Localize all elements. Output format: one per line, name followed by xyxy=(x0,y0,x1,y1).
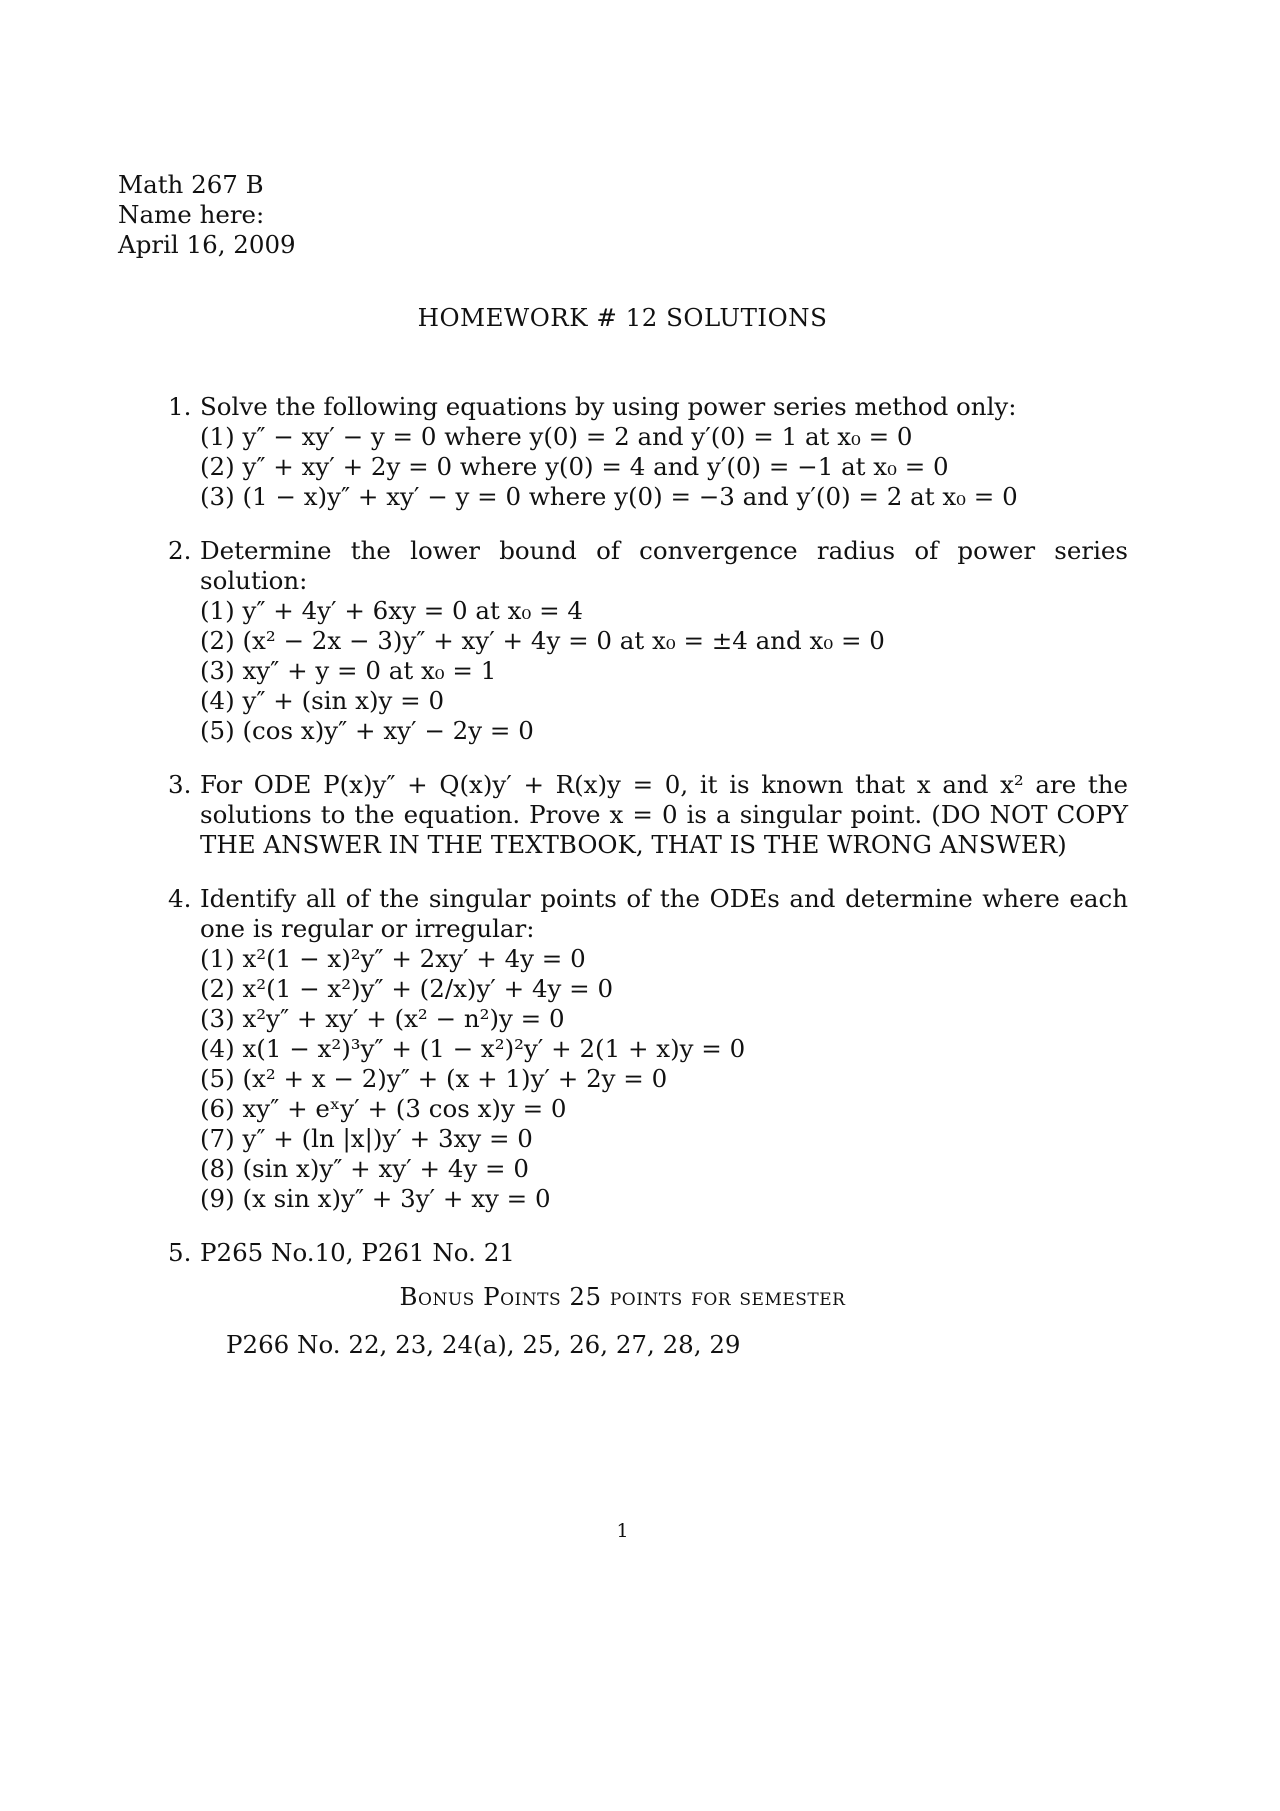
sub-item: (5) (x² + x − 2)y″ + (x + 1)y′ + 2y = 0 xyxy=(200,1064,668,1093)
sub-item: (3) x²y″ + xy′ + (x² − n²)y = 0 xyxy=(200,1004,565,1033)
problem-text: Determine the lower bound of convergence radius of power series solution: xyxy=(200,536,1128,595)
sub-item: (1) y″ − xy′ − y = 0 where y(0) = 2 and y′(0) = 1 at x₀ = 0 xyxy=(200,422,913,451)
problem-number: 1. xyxy=(168,392,192,421)
sub-item: (3) (1 − x)y″ + xy′ − y = 0 where y(0) = −3 and y′(0) = 2 at x₀ = 0 xyxy=(200,482,1018,511)
sub-item: (2) (x² − 2x − 3)y″ + xy′ + 4y = 0 at x₀ = ±4 and x₀ = 0 xyxy=(200,626,885,655)
problem-number: 2. xyxy=(168,536,192,565)
page-title: HOMEWORK # 12 SOLUTIONS xyxy=(417,303,828,332)
problem-list xyxy=(168,392,1128,1292)
page-number: 1 xyxy=(616,1520,629,1542)
sub-item: (9) (x sin x)y″ + 3y′ + xy = 0 xyxy=(200,1184,551,1213)
sub-item: (2) y″ + xy′ + 2y = 0 where y(0) = 4 and y′(0) = −1 at x₀ = 0 xyxy=(200,452,949,481)
problem-text: P265 No.10, P261 No. 21 xyxy=(200,1238,515,1267)
sub-item: (8) (sin x)y″ + xy′ + 4y = 0 xyxy=(200,1154,529,1183)
problem-3 xyxy=(168,770,1128,860)
name-line: Name here: xyxy=(118,200,265,229)
sub-item: (1) x²(1 − x)²y″ + 2xy′ + 4y = 0 xyxy=(200,944,586,973)
sub-item: (6) xy″ + eˣy′ + (3 cos x)y = 0 xyxy=(200,1094,567,1123)
sub-item: (5) (cos x)y″ + xy′ − 2y = 0 xyxy=(200,716,534,745)
course-label: Math 267 B xyxy=(118,170,264,199)
sub-item: (1) y″ + 4y′ + 6xy = 0 at x₀ = 4 xyxy=(200,596,583,625)
problem-number: 5. xyxy=(168,1238,192,1267)
problem-4 xyxy=(168,884,1128,1214)
problem-text: For ODE P(x)y″ + Q(x)y′ + R(x)y = 0, it is known that x and x² are the solutions to the equation. Prove x = 0 is a singular point. (DO NOT COPY THE ANSWER IN THE TEXTBOOK, THAT IS THE WRONG ANSWER) xyxy=(200,770,1128,859)
problem-2 xyxy=(168,536,1128,746)
sub-item: (4) x(1 − x²)³y″ + (1 − x²)²y′ + 2(1 + x)y = 0 xyxy=(200,1034,746,1063)
date-label: April 16, 2009 xyxy=(118,230,296,259)
problem-text: Identify all of the singular points of the ODEs and determine where each one is regular or irregular: xyxy=(200,884,1128,943)
problem-number: 3. xyxy=(168,770,192,799)
sub-item: (3) xy″ + y = 0 at x₀ = 1 xyxy=(200,656,497,685)
problem-5 xyxy=(168,1238,1128,1268)
header-block xyxy=(118,170,296,260)
sub-item: (4) y″ + (sin x)y = 0 xyxy=(200,686,445,715)
sub-item: (2) x²(1 − x²)y″ + (2/x)y′ + 4y = 0 xyxy=(200,974,614,1003)
bonus-problems: P266 No. 22, 23, 24(a), 25, 26, 27, 28, 29 xyxy=(226,1330,741,1359)
problem-number: 4. xyxy=(168,884,192,913)
problem-1 xyxy=(168,392,1128,512)
problem-text: Solve the following equations by using power series method only: xyxy=(200,392,1017,421)
sub-item: (7) y″ + (ln |x|)y′ + 3xy = 0 xyxy=(200,1124,533,1153)
bonus-heading: Bonus Points 25 points for semester xyxy=(399,1282,846,1311)
